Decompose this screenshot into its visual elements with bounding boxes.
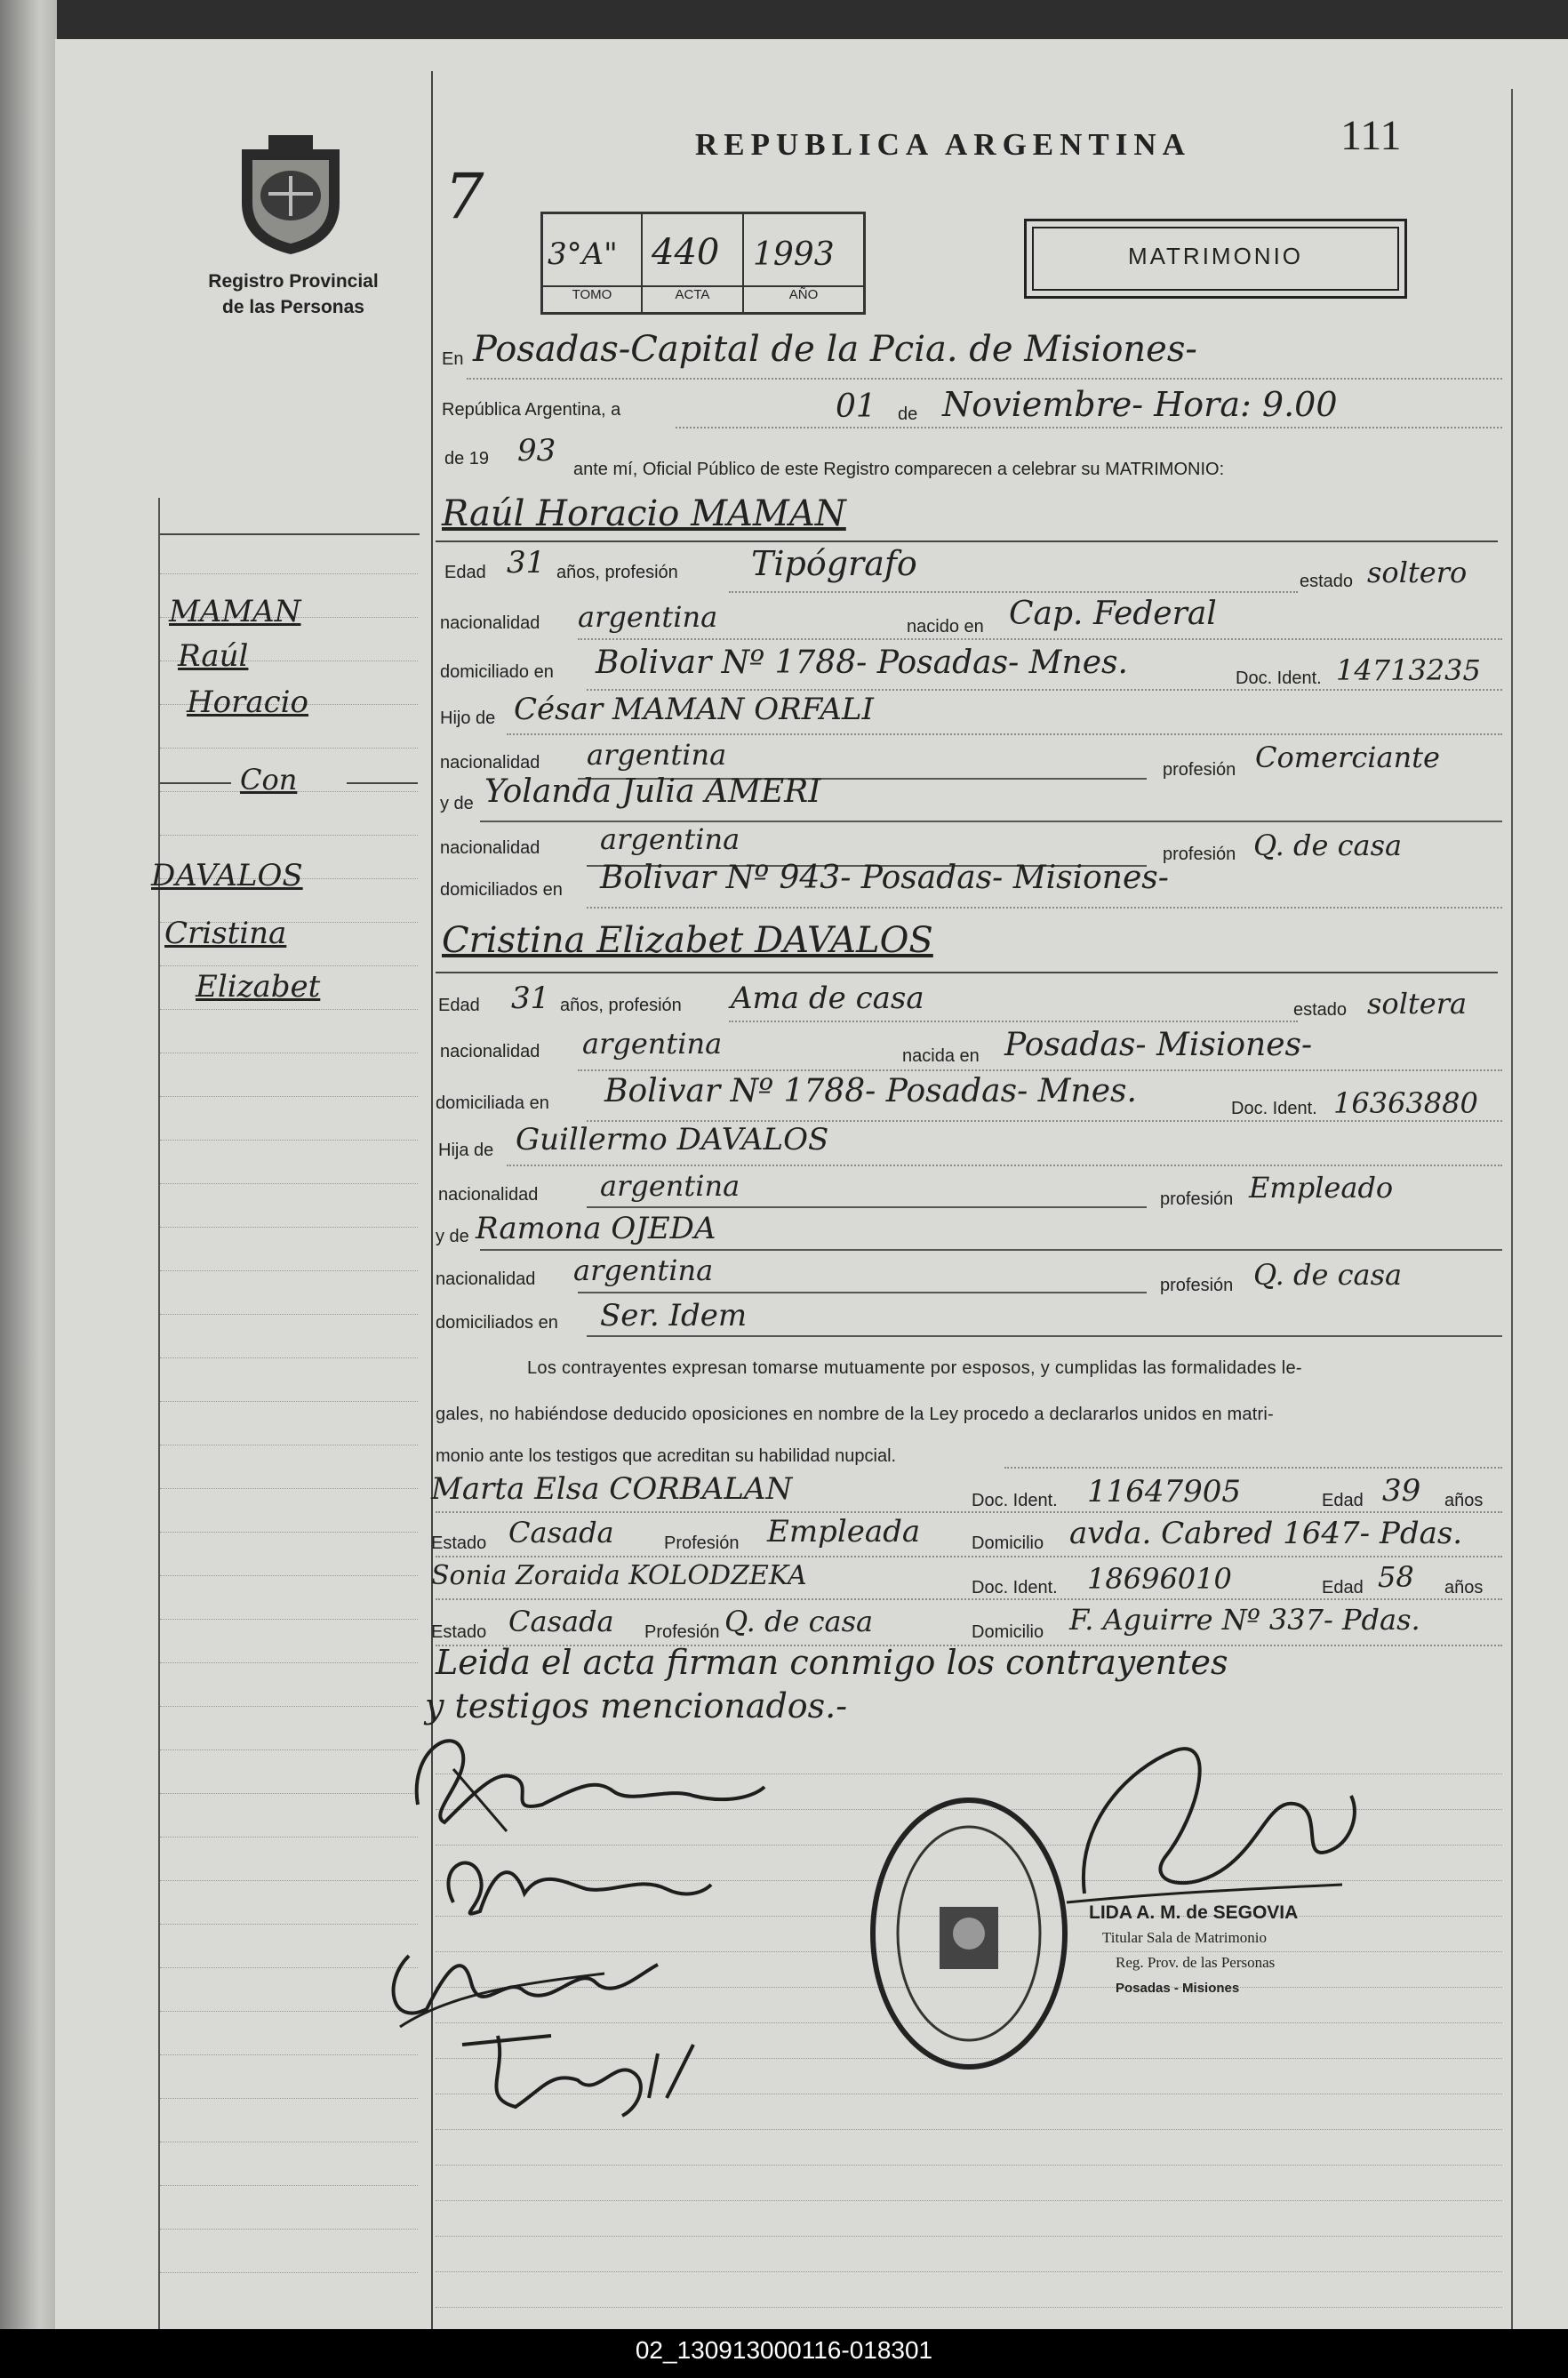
bride-age: 31 [511,981,550,1016]
bride-name-rule [436,972,1498,973]
bride-mother-rule [480,1249,1502,1251]
statement-text: ante mí, Oficial Público de este Registro comparecen a celebrar su MATRIMONIO: [573,460,1225,479]
declaration-line3: monio ante los testigos que acreditan su habilidad nupcial. [436,1446,897,1466]
margin-rule-line [160,573,418,574]
groom-doc: 14713235 [1336,653,1481,687]
closing-line2: y testigos mencionados.- [425,1686,848,1725]
margin-rule-line [160,1140,418,1141]
witness2-name: Sonia Zoraida KOLODZEKA [431,1560,807,1591]
margin-rule-line [160,1401,418,1402]
margin-rule-line [160,1793,418,1794]
margin-rule-line [160,1880,418,1881]
margin-rule-line [160,835,418,836]
year-prefix-label: de 19 [444,449,490,468]
margin-rule-line [160,1270,418,1271]
tomo-label: TOMO [543,285,641,302]
groom-doc-label: Doc. Ident. [1236,669,1322,688]
witness1-dom-label: Domicilio [972,1533,1044,1553]
groom-father-nat-label: nacionalidad [440,753,540,773]
witness2-edad-label: Edad [1322,1578,1364,1597]
bride-mother-prof: Q. de casa [1253,1258,1403,1292]
declaration-line1: Los contrayentes expresan tomarse mutuamente por esposos, y cumplidas las formalidades le- [527,1358,1302,1378]
witness1-doc: 11647905 [1087,1474,1242,1509]
margin-rule-line [160,965,418,966]
margin-rule-line [160,1183,418,1184]
acta-value: 440 [652,232,720,273]
doc-type-box [1024,219,1407,299]
republica-label: República Argentina, a [442,400,621,420]
witness2-line [436,1598,1502,1600]
signature-official-icon [1049,1716,1369,1929]
registry-name-line2: de las Personas [222,297,364,317]
bride-father-prof-label: profesión [1160,1189,1234,1209]
record-number-box [540,212,866,315]
bride-nacida-label: nacida en [902,1046,980,1066]
groom-estado-label: estado [1300,572,1354,591]
witness2-estado: Casada [508,1605,614,1638]
bride-edad-label: Edad [438,996,480,1015]
bride-age-line [729,1021,1298,1022]
bride-father-nat-label: nacionalidad [438,1185,539,1205]
groom-hijo-label: Hijo de [440,709,496,728]
body-rule-line [436,2236,1502,2237]
witness1-doc-label: Doc. Ident. [972,1491,1058,1510]
country-title: REPUBLICA ARGENTINA [695,127,1191,162]
body-rule-line [436,2271,1502,2272]
bride-father-prof: Empleado [1249,1171,1394,1205]
margin-name-bride-2: Elizabet [196,969,321,1005]
margin-rule-line [160,748,418,749]
date-day: 01 [836,388,876,425]
margin-rule-line [160,2098,418,2099]
witness2-profession: Q. de casa [724,1605,874,1638]
groom-nationality: argentina [578,600,718,634]
page-number: 111 [1340,112,1402,159]
bride-father-nat: argentina [600,1169,740,1203]
signature-bride-icon [436,1840,720,1929]
bride-yde-label: y de [436,1227,469,1246]
witness1-age: 39 [1382,1473,1421,1509]
groom-father-prof: Comerciante [1255,741,1440,774]
bride-doc-label: Doc. Ident. [1231,1099,1317,1118]
witness2-dom-label: Domicilio [972,1622,1044,1642]
declaration-line3-fill [1004,1467,1502,1469]
registry-emblem-icon [233,132,348,256]
groom-yde-label: y de [440,794,474,813]
margin-rule-line [160,2272,418,2273]
witness1-anos-label: años [1444,1491,1484,1510]
bride-anos-label: años, profesión [560,996,682,1015]
registry-logo [233,132,348,256]
groom-mother-prof-label: profesión [1163,845,1236,864]
margin-mark: 7 [444,160,484,233]
groom-nat-label: nacionalidad [440,613,540,633]
margin-rule-line [160,1096,418,1097]
groom-mother: Yolanda Julia AMERI [484,773,821,810]
margin-rule-line [160,1227,418,1228]
witness2-doc-label: Doc. Ident. [972,1578,1058,1597]
en-label: En [442,349,464,369]
acta-cell [643,214,744,312]
place-line [467,378,1502,380]
margin-rule-line [160,1532,418,1533]
bride-name: Cristina Elizabet DAVALOS [442,920,933,961]
date-line [676,427,1502,428]
groom-father: César MAMAN ORFALI [514,692,874,727]
bride-estado: soltera [1367,987,1468,1021]
tomo-cell [543,214,643,312]
bride-parents-dom-label: domiciliados en [436,1313,558,1333]
ano-label: AÑO [744,285,863,302]
bride-nationality: argentina [582,1027,723,1061]
witness2-address: F. Aguirre Nº 337- Pdas. [1069,1603,1420,1637]
margin-rule-line [160,1009,418,1010]
margin-top-rule [160,533,420,535]
witness1-estado: Casada [508,1516,614,1549]
bride-father-line [507,1165,1502,1166]
acta-label: ACTA [643,285,742,302]
groom-anos-label: años, profesión [556,563,678,582]
body-rule-line [436,2200,1502,2201]
bride-nat-line [578,1069,1502,1071]
bride-hija-label: Hija de [438,1141,494,1160]
date-de-label: de [898,404,918,424]
groom-father-prof-label: profesión [1163,760,1236,780]
bride-nat-label: nacionalidad [440,1042,540,1061]
witness2-prof-label: Profesión [644,1622,720,1642]
book-spine-shadow [0,0,57,2329]
bride-dom-label: domiciliada en [436,1093,549,1113]
bride-estado-label: estado [1293,1000,1348,1020]
groom-parents-line [587,907,1502,909]
body-rule-line [436,2165,1502,2166]
bride-father-nat-rule [587,1206,1147,1208]
doc-type-title: MATRIMONIO [1127,243,1304,269]
bride-address: Bolivar Nº 1788- Posadas- Mnes. [604,1073,1137,1109]
official-office2: Posadas - Misiones [1116,1981,1240,1996]
seal-emblem-icon [867,1791,1071,2076]
groom-mother-prof: Q. de casa [1253,829,1403,862]
year-value: 93 [517,433,556,468]
witness1-name: Marta Elsa CORBALAN [431,1471,793,1507]
witness1-prof-label: Profesión [664,1533,740,1553]
groom-name: Raúl Horacio MAMAN [442,493,846,534]
margin-connector-rule-2 [347,782,418,784]
bride-profession: Ama de casa [731,981,924,1016]
bride-parents-rule [587,1335,1502,1337]
groom-parents-address: Bolivar Nº 943- Posadas- Misiones- [600,860,1169,896]
groom-nacido-label: nacido en [907,617,984,637]
bride-birthplace: Posadas- Misiones- [1004,1027,1313,1063]
groom-father-line [507,733,1502,735]
witness2-doc: 18696010 [1087,1562,1232,1596]
margin-rule-line [160,1357,418,1358]
date-month-time: Noviembre- Hora: 9.00 [942,385,1338,424]
groom-edad-label: Edad [444,563,486,582]
groom-birthplace: Cap. Federal [1009,596,1217,632]
groom-estado: soltero [1367,556,1468,589]
groom-nat-line [578,638,1502,640]
right-border-line [1511,89,1513,2329]
witness1-address: avda. Cabred 1647- Pdas. [1069,1516,1463,1551]
registry-name-line1: Registro Provincial [208,271,379,292]
margin-name-bride-1: Cristina [164,916,287,951]
bride-mother-nat: argentina [573,1253,714,1287]
margin-name-groom-1: Raúl [178,638,249,674]
official-role: Titular Sala de Matrimonio [1102,1929,1267,1946]
witness1-line2 [436,1556,1502,1557]
witness1-estado-label: Estado [431,1533,487,1553]
ano-value: 1993 [753,236,835,273]
signature-groom-icon [400,1716,773,1840]
body-rule-line [436,2307,1502,2308]
margin-rule-line [160,1619,418,1620]
footer-code: 02_130913000116-018301 [635,2336,933,2364]
groom-father-nat: argentina [587,738,727,772]
groom-dom-label: domiciliado en [440,662,554,682]
bride-parents-address: Ser. Idem [600,1298,748,1333]
ano-cell [744,214,863,312]
groom-mother-nat-label: nacionalidad [440,838,540,858]
body-rule-line [436,2129,1502,2130]
margin-rule-line [160,1488,418,1489]
groom-name-rule [436,540,1498,542]
bride-father: Guillermo DAVALOS [516,1122,829,1157]
groom-age: 31 [507,545,546,580]
tomo-value: 3°A" [548,236,618,272]
bride-mother-nat-label: nacionalidad [436,1269,536,1289]
groom-mother-nat: argentina [600,822,740,856]
groom-dom-line [587,689,1502,691]
witness2-anos-label: años [1444,1578,1484,1597]
closing-line1: Leida el acta firman conmigo los contrayentes [436,1643,1228,1682]
witness1-line [436,1511,1502,1513]
margin-rule-line [160,1314,418,1315]
bride-doc: 16363880 [1333,1086,1478,1120]
margin-rule-line [160,1749,418,1750]
official-name: LIDA A. M. de SEGOVIA [1089,1902,1299,1923]
bride-mother-nat-rule [578,1292,1147,1293]
margin-rule-line [160,1662,418,1663]
margin-rule-line [160,1837,418,1838]
margin-rule-line [160,1706,418,1707]
margin-rule-line [160,1575,418,1576]
declaration-line2: gales, no habiéndose deducido oposiciones en nombre de la Ley procedo a declararlos unidos en matri- [436,1405,1274,1424]
margin-name-groom-2: Horacio [187,685,309,720]
margin-rule-line [160,2185,418,2186]
scan-footer [0,2329,1568,2378]
signature-witness2-icon [444,2018,711,2125]
margin-connector: Con [240,763,298,797]
margin-rule-line [160,2229,418,2230]
margin-surname-bride: DAVALOS [151,858,303,893]
official-office: Reg. Prov. de las Personas [1116,1954,1276,1971]
margin-surname-groom: MAMAN [169,594,301,629]
witness1-profession: Empleada [767,1514,921,1549]
groom-parents-dom-label: domiciliados en [440,880,563,900]
bride-mother: Ramona OJEDA [476,1211,716,1246]
groom-age-line [729,591,1298,593]
margin-rule-line [160,2054,418,2055]
groom-profession: Tipógrafo [751,544,917,583]
witness2-age: 58 [1378,1560,1414,1594]
place-value: Posadas-Capital de la Pcia. de Misiones- [473,329,1197,370]
bride-mother-prof-label: profesión [1160,1276,1234,1295]
witness1-edad-label: Edad [1322,1491,1364,1510]
witness2-estado-label: Estado [431,1622,487,1642]
groom-address: Bolivar Nº 1788- Posadas- Mnes. [596,645,1128,681]
margin-connector-rule [160,782,231,784]
official-seal [867,1791,1071,2076]
